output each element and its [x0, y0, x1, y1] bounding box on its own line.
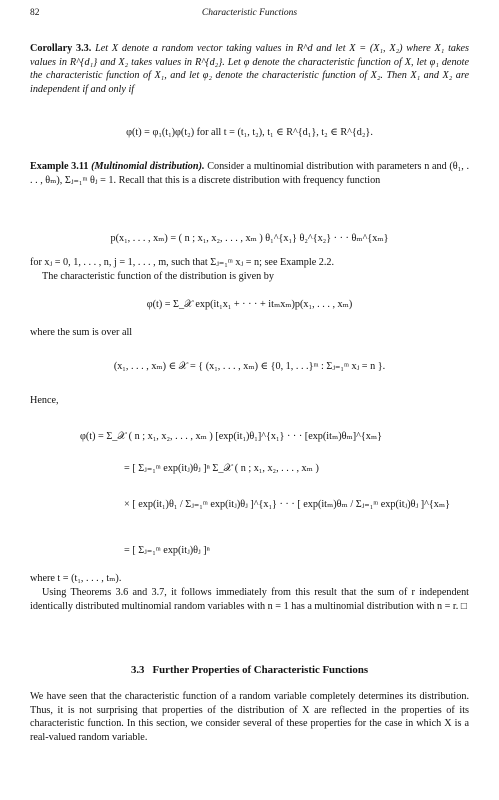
page-header	[30, 8, 469, 22]
pmf-equation: p(x₁, . . . , xₘ) = ( n ; x₁, x₂, . . . , xₘ ) θ₁^{x₁} θ₂^{x₂} · · · θₘ^{xₘ}	[110, 233, 389, 244]
section-paragraph: We have seen that the characteristic function of a random variable completely determines its distribution. Thus, it is not surprising that properties of the distribution of X are reflected in the properties of its characteristic function. In this section, we consider several of these properties for the case in which X is a real-valued random variable.	[30, 691, 469, 743]
section-title: Further Properties of Characteristic Functions	[152, 664, 369, 676]
corollary-text: Let X denote a random vector taking values in R^d and let X = (X₁, X₂) where X₁ takes values in R^{d₁} and X₂ takes values in R^{d₂}. Let φ denote the characteristic function of X, let φ₁ denote the characteristic function of X₁, and let φ₂ denote the characteristic function of X₂. Then X₁ and X₂ are independent if and only if	[30, 43, 469, 95]
cf-equation: φ(t) = Σ_𝒳 exp(it₁x₁ + · · · + itₘxₘ)p(x₁, . . . , xₘ)	[146, 299, 353, 310]
example-title: (Multinomial distribution).	[91, 161, 205, 172]
where-t-text: where t = (t₁, . . . , tₘ).	[30, 573, 122, 584]
corollary-block	[30, 42, 469, 96]
cf-intro: The characteristic function of the distribution is given by	[42, 270, 274, 282]
closing-paragraph: Using Theorems 3.6 and 3.7, it follows immediately from this result that the sum of r independent identically distributed multinomial random variables with n = 1 has a multinomial distribution with n = r. □	[30, 587, 469, 612]
derivation-line-2: = [ Σⱼ₌₁ᵐ exp(itⱼ)θⱼ ]ⁿ Σ_𝒳 ( n ; x₁, x₂, . . . , xₘ )	[124, 463, 319, 474]
example-intro-block	[30, 160, 469, 187]
section-number: 3.3	[130, 664, 145, 676]
section-heading	[30, 664, 469, 676]
corollary-equation: φ(t) = φ₁(t₁)φ(t₂) for all t = (t₁, t₂), t₁ ∈ R^{d₁}, t₂ ∈ R^{d₂}.	[126, 127, 373, 138]
running-title: Characteristic Functions	[201, 8, 298, 18]
page-number: 82	[30, 8, 40, 18]
support-condition: for xⱼ = 0, 1, . . . , n, j = 1, . . . , m, such that Σⱼ₌₁ᵐ xⱼ = n; see Example 2.2.	[30, 257, 335, 268]
corollary-label: Corollary 3.3.	[30, 43, 92, 54]
support-text	[30, 256, 469, 283]
derivation-line-1: φ(t) = Σ_𝒳 ( n ; x₁, x₂, . . . , xₘ ) [exp(it₁)θ₁]^{x₁} · · · [exp(itₘ)θₘ]^{xₘ}	[80, 431, 383, 442]
example-intro: Consider a multinomial distribution with parameters n and (θ₁, . . . , θₘ), Σⱼ₌₁ᵐ θⱼ = 1. Recall that this is a discrete distribution with frequency function	[30, 161, 469, 186]
hence-text: Hence,	[30, 395, 59, 406]
sum-over-text: where the sum is over all	[30, 327, 133, 338]
derivation-line-3: × [ exp(it₁)θ₁ / Σⱼ₌₁ᵐ exp(itⱼ)θⱼ ]^{x₁} · · · [ exp(itₘ)θₘ / Σⱼ₌₁ᵐ exp(itⱼ)θⱼ ]^{xₘ}	[124, 499, 451, 510]
support-set-equation: (x₁, . . . , xₘ) ∈ 𝒳 = { (x₁, . . . , xₘ) ∈ {0, 1, . . .}ᵐ : Σⱼ₌₁ᵐ xⱼ = n }.	[113, 361, 386, 372]
example-label: Example 3.11	[30, 161, 89, 172]
derivation-line-4: = [ Σⱼ₌₁ᵐ exp(itⱼ)θⱼ ]ⁿ	[124, 545, 210, 556]
